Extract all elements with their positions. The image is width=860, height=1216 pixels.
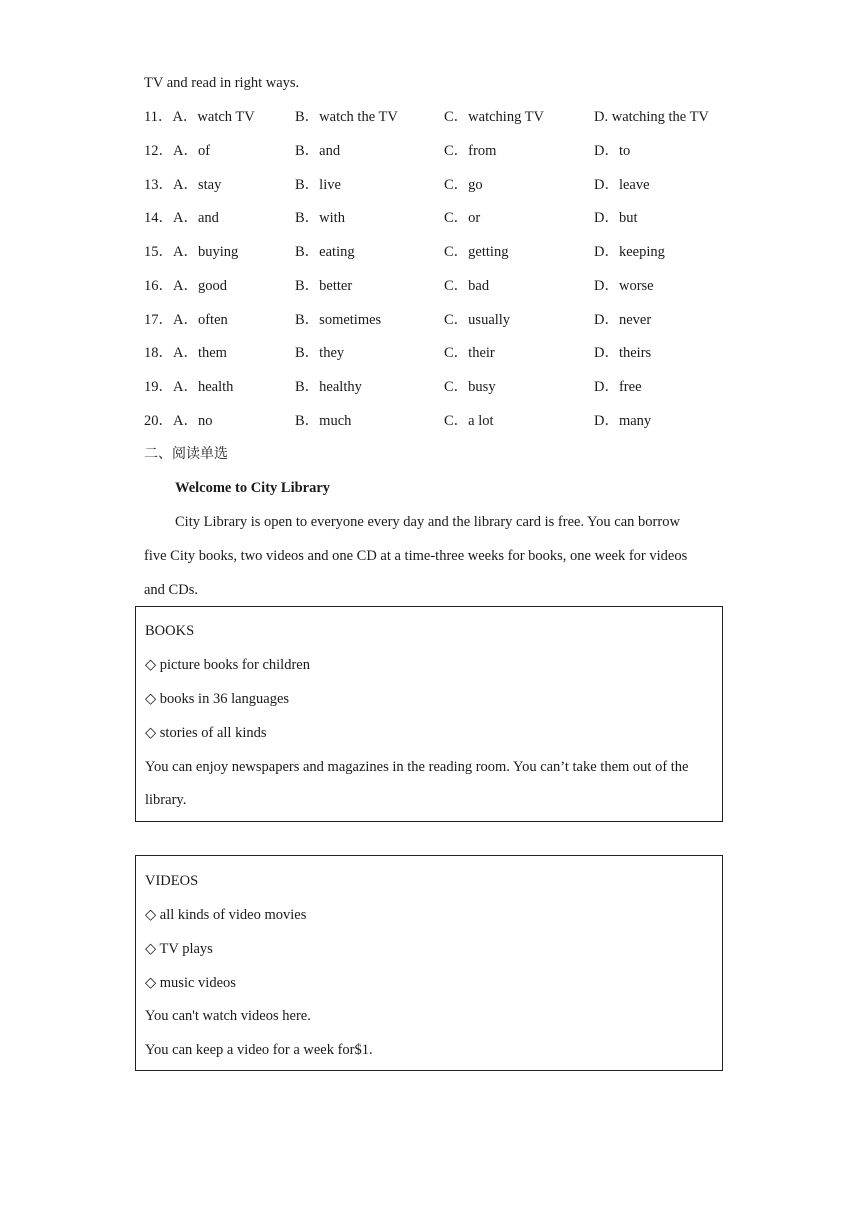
- books-heading: BOOKS: [145, 623, 195, 639]
- option-a: 17．A．often: [144, 312, 228, 328]
- option-b: B．sometimes: [295, 312, 382, 328]
- option-a: 20．A．no: [144, 413, 213, 429]
- option-b: B．they: [295, 345, 345, 361]
- option-a: 14．A．and: [144, 210, 219, 226]
- passage-title: Welcome to City Library: [175, 480, 331, 496]
- videos-item: ◇ all kinds of video movies: [145, 907, 307, 923]
- option-d: D．to: [594, 143, 631, 159]
- option-b: B．with: [295, 210, 345, 226]
- option-c: C．watching TV: [444, 109, 545, 125]
- books-item: ◇ stories of all kinds: [145, 725, 267, 741]
- option-d: D．leave: [594, 177, 650, 193]
- option-a: 16．A．good: [144, 278, 227, 294]
- option-b: B．much: [295, 413, 352, 429]
- passage-line: and CDs.: [144, 582, 198, 598]
- option-d: D．but: [594, 210, 638, 226]
- option-c: C．usually: [444, 312, 511, 328]
- option-a: 12．A．of: [144, 143, 211, 159]
- videos-note-line: You can keep a video for a week for$1.: [145, 1042, 373, 1058]
- option-b: B．and: [295, 143, 341, 159]
- option-c: C．go: [444, 177, 483, 193]
- option-a: 11．A．watch TV: [144, 109, 255, 125]
- option-c: C．a lot: [444, 413, 494, 429]
- books-item: ◇ picture books for children: [145, 657, 310, 673]
- videos-box: [135, 855, 723, 1071]
- passage-line: five City books, two videos and one CD at a time-three weeks for books, one week for videos: [144, 548, 688, 564]
- option-c: C．getting: [444, 244, 509, 260]
- option-b: B．healthy: [295, 379, 362, 395]
- option-c: C．their: [444, 345, 495, 361]
- option-b: B．better: [295, 278, 353, 294]
- option-b: B．watch the TV: [295, 109, 398, 125]
- books-item: ◇ books in 36 languages: [145, 691, 290, 707]
- option-d: D．keeping: [594, 244, 665, 260]
- option-d: D. watching the TV: [594, 109, 709, 125]
- videos-item: ◇ TV plays: [145, 941, 213, 957]
- passage-line: City Library is open to everyone every day and the library card is free. You can borrow: [175, 514, 680, 530]
- option-a: 18．A．them: [144, 345, 227, 361]
- books-note-line: library.: [145, 792, 187, 808]
- option-b: B．live: [295, 177, 341, 193]
- option-a: 15．A．buying: [144, 244, 239, 260]
- option-a: 19．A．health: [144, 379, 234, 395]
- option-d: D．never: [594, 312, 652, 328]
- option-d: D．theirs: [594, 345, 652, 361]
- section-heading: 二、阅读单选: [144, 446, 228, 462]
- option-d: D．worse: [594, 278, 654, 294]
- books-box: [135, 606, 723, 822]
- option-c: C．from: [444, 143, 497, 159]
- option-c: C．bad: [444, 278, 490, 294]
- option-c: C．or: [444, 210, 481, 226]
- videos-item: ◇ music videos: [145, 975, 236, 991]
- option-d: D．free: [594, 379, 642, 395]
- intro-tail-text: TV and read in right ways.: [144, 75, 300, 91]
- videos-note-line: You can't watch videos here.: [145, 1008, 311, 1024]
- videos-heading: VIDEOS: [145, 873, 199, 889]
- option-b: B．eating: [295, 244, 355, 260]
- option-c: C．busy: [444, 379, 496, 395]
- option-d: D．many: [594, 413, 652, 429]
- option-a: 13．A．stay: [144, 177, 222, 193]
- books-note-line: You can enjoy newspapers and magazines in the reading room. You can’t take them out of the: [145, 759, 689, 775]
